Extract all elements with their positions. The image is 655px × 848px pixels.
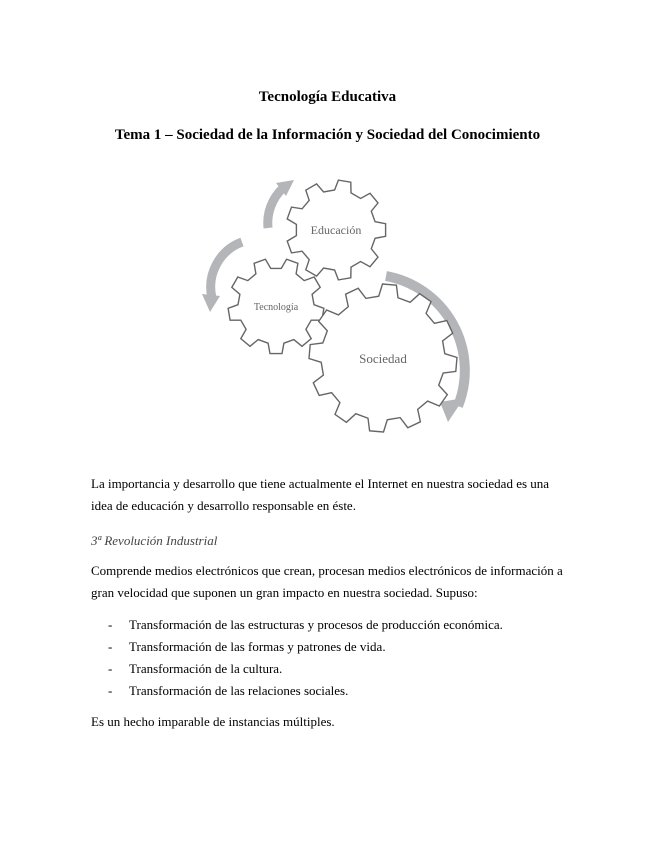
bullet-list <box>91 614 571 702</box>
gear-cycle-diagram <box>190 170 490 440</box>
list-item: - Transformación de las relaciones sociales. <box>91 680 571 702</box>
arrow-tech-to-edu <box>268 188 283 228</box>
document-title: Tecnología Educativa <box>258 89 397 105</box>
gear-tecnologia <box>228 259 324 353</box>
bullet-marker: - <box>108 617 113 632</box>
bullet-marker: - <box>108 683 113 698</box>
gear-label-educacion: Educación <box>310 223 362 237</box>
bullet-marker: - <box>108 661 113 676</box>
bullet-marker: - <box>108 639 113 654</box>
gear-educacion <box>287 180 385 280</box>
document-subtitle: Tema 1 – Sociedad de la Información y Sociedad del Conocimiento <box>114 127 541 143</box>
gear-label-tecnologia: Tecnología <box>253 302 299 313</box>
list-item: - Transformación de la cultura. <box>91 658 571 680</box>
paragraph-internet-importance: La importancia y desarrollo que tiene actualmente el Internet en nuestra sociedad es una idea de educación y desarrollo responsable en éste. <box>91 476 550 513</box>
list-item: - Transformación de las formas y patrones de vida. <box>91 636 571 658</box>
paragraph-revolution: Comprende medios electrónicos que crean, procesan medios electrónicos de información a gran velocidad que suponen un gran impacto en nuestra sociedad. Supuso: <box>91 563 563 600</box>
gear-label-sociedad: Sociedad <box>359 351 407 366</box>
arrow-head-1 <box>440 398 464 422</box>
section-heading: 3ª Revolución Industrial <box>91 533 218 548</box>
list-item: - Transformación de las estructuras y procesos de producción económica. <box>91 614 571 636</box>
paragraph-closing: Es un hecho imparable de instancias múltiples. <box>91 714 335 729</box>
arrow-head-3 <box>202 294 220 312</box>
